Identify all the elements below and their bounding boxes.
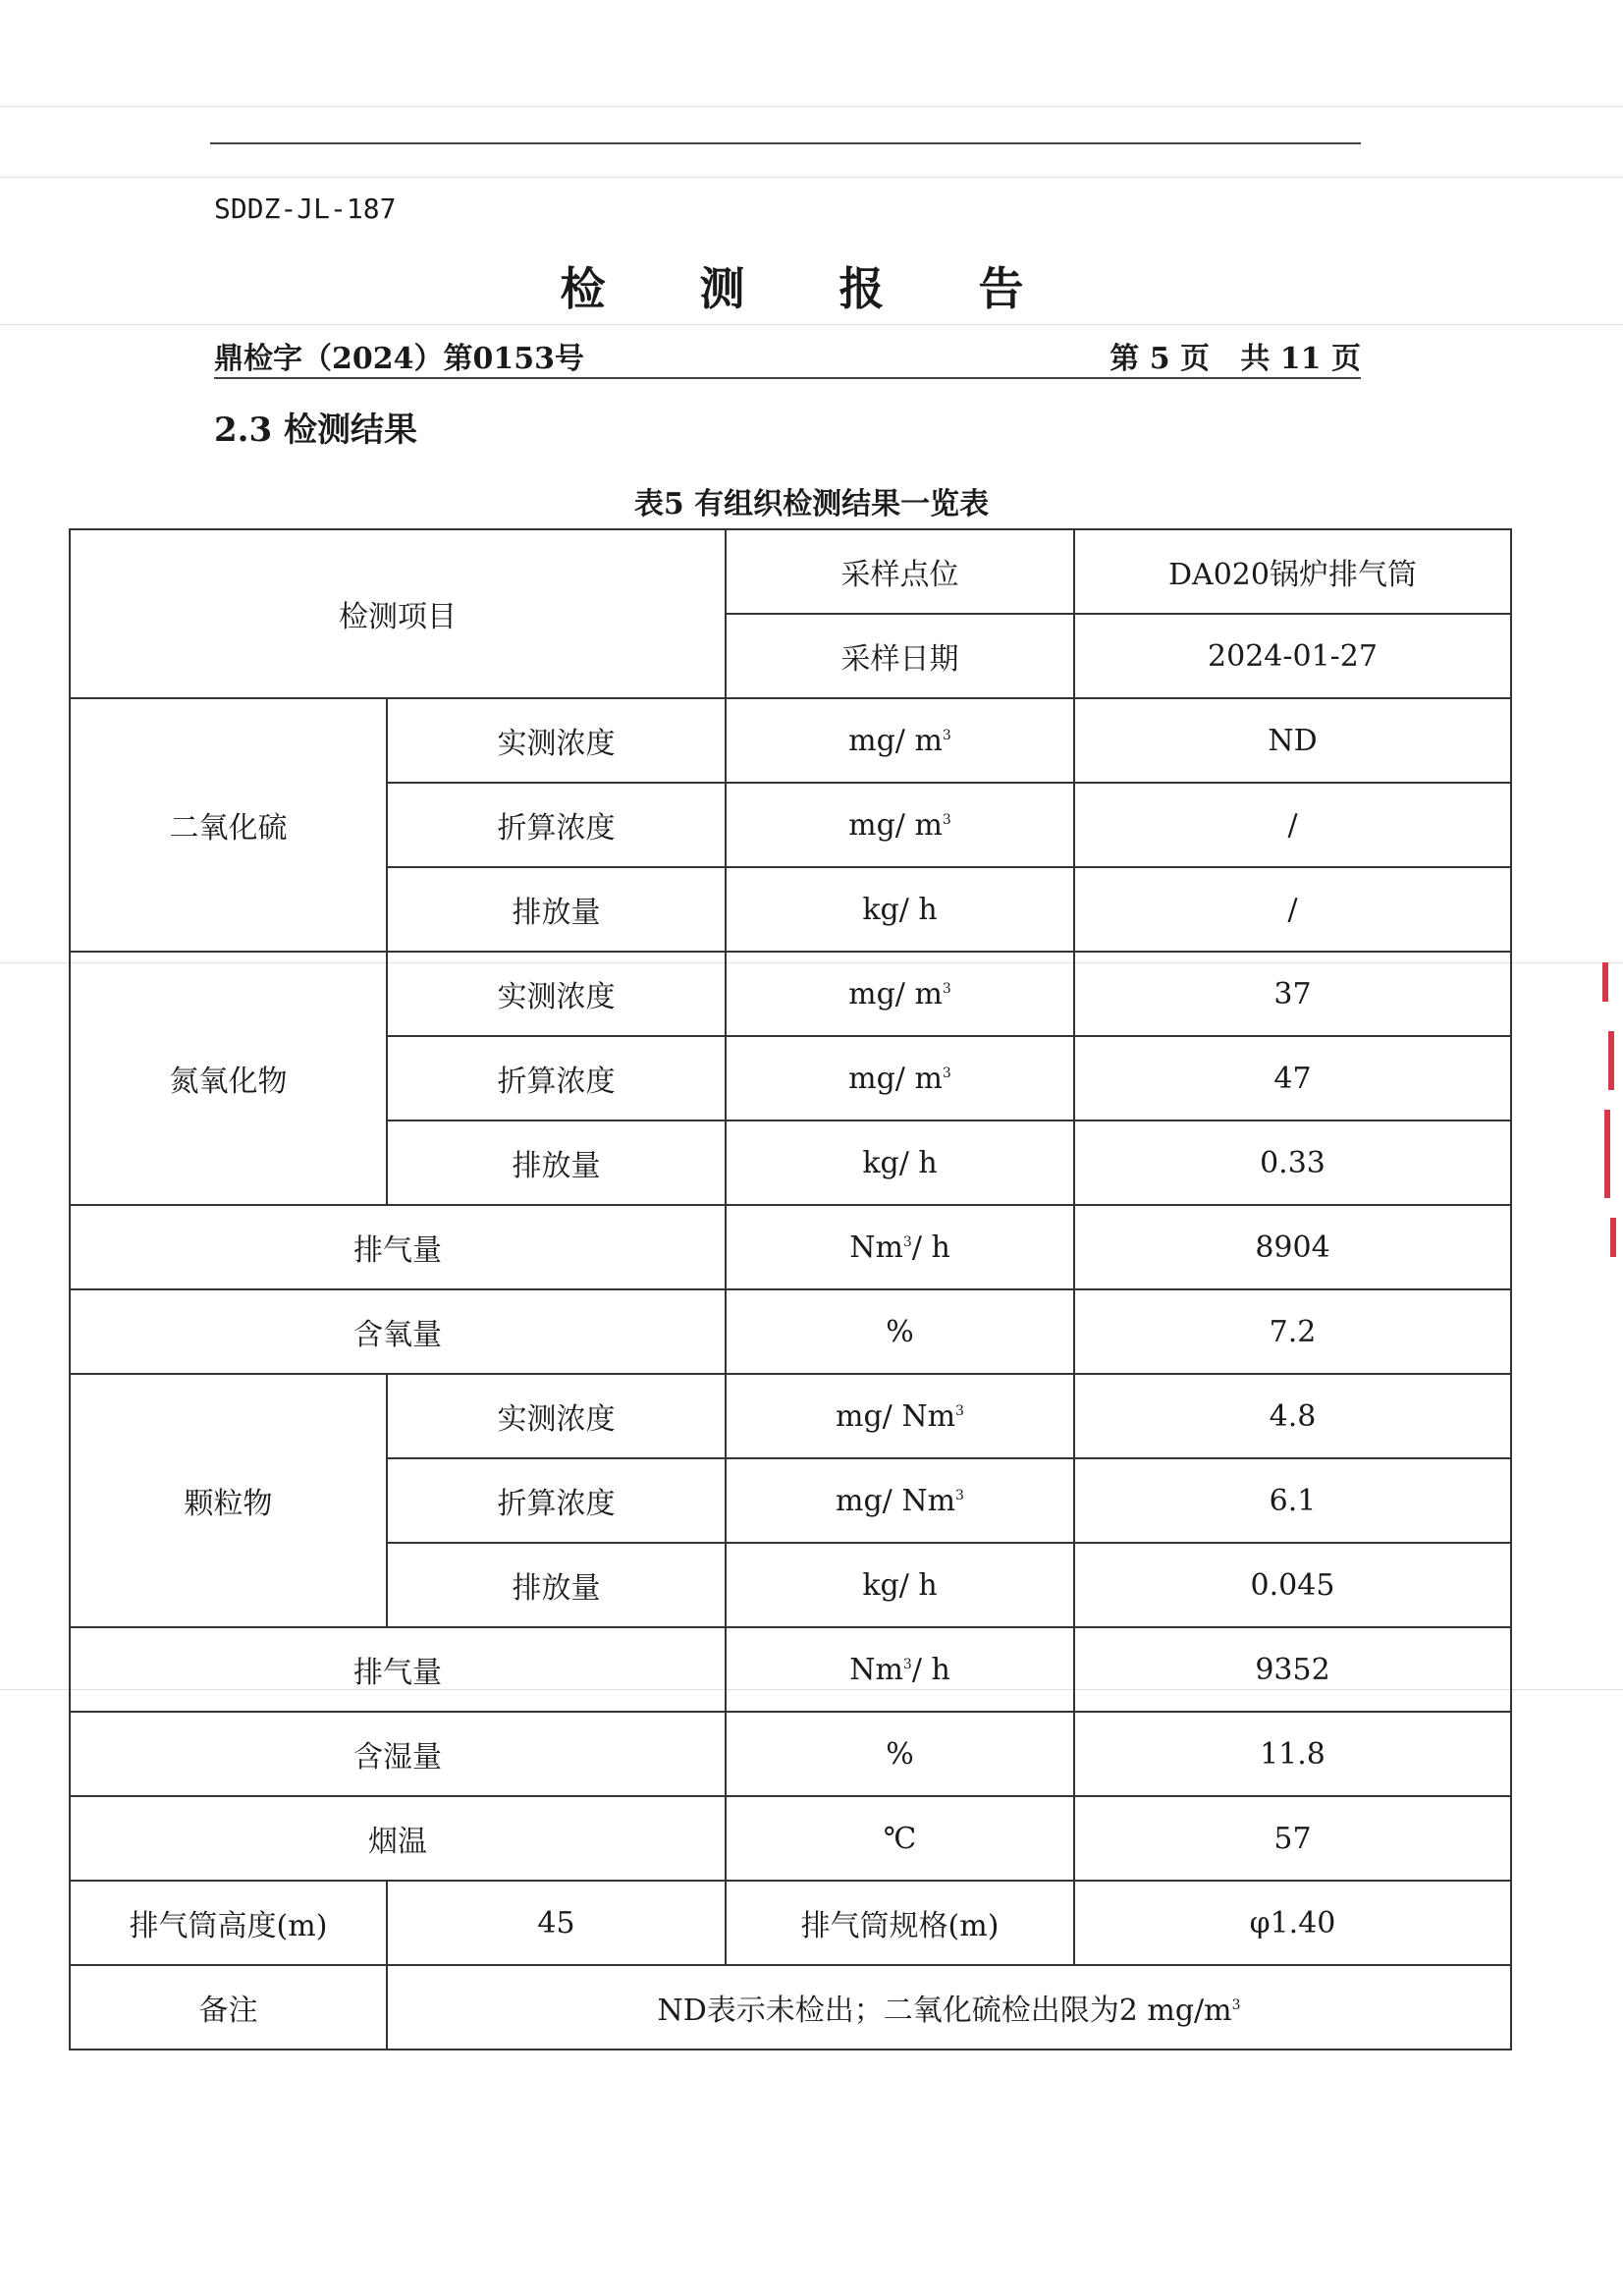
table-row — [70, 1965, 1511, 2050]
unit-text: mg/ m — [848, 1061, 943, 1096]
unit-cell — [726, 1121, 1074, 1205]
value-cell: 0.33 — [1074, 1121, 1511, 1205]
doc-code: SDDZ-JL-187 — [214, 192, 397, 225]
param-label: 实测浓度 — [387, 698, 726, 783]
nox-name: 氮氧化物 — [70, 952, 387, 1205]
remark-label: 备注 — [70, 1965, 387, 2050]
report-header — [214, 334, 1361, 379]
remark-text — [387, 1965, 1511, 2050]
value-cell: 0.045 — [1074, 1543, 1511, 1627]
unit-cell — [726, 1374, 1074, 1458]
unit-sup: 3 — [902, 1233, 912, 1250]
page-title: 检 测 报 告 — [560, 262, 1063, 315]
flow2-label: 排气量 — [70, 1627, 726, 1712]
unit-cell — [726, 867, 1074, 952]
unit-text: Nm — [849, 1230, 903, 1265]
unit-text: kg/ h — [862, 1145, 938, 1180]
unit-cell — [726, 1627, 1074, 1712]
date-label: 采样日期 — [726, 614, 1074, 698]
value-cell: 4.8 — [1074, 1374, 1511, 1458]
table-row — [70, 1289, 1511, 1374]
unit-text: mg/ m — [848, 976, 943, 1011]
oxygen-label: 含氧量 — [70, 1289, 726, 1374]
moisture-label: 含湿量 — [70, 1712, 726, 1796]
unit-sup: 3 — [955, 1402, 964, 1419]
unit-cell — [726, 1458, 1074, 1543]
param-label: 折算浓度 — [387, 1036, 726, 1121]
unit-sup: 3 — [942, 727, 951, 743]
page-info: 第 5 页 共 11 页 — [1109, 342, 1361, 376]
remark-main: ND表示未检出；二氧化硫检出限为2 mg/m — [657, 1994, 1232, 2028]
remark-sup: 3 — [1231, 1997, 1241, 2013]
stack-spec-value: φ1.40 — [1074, 1881, 1511, 1965]
unit-text: mg/ m — [848, 723, 943, 758]
unit-cell — [726, 698, 1074, 783]
table-row — [70, 529, 1511, 614]
point-value: DA020锅炉排气筒 — [1074, 529, 1511, 614]
stack-spec-label: 排气筒规格(m) — [726, 1881, 1074, 1965]
unit-cell — [726, 1796, 1074, 1881]
pm-name: 颗粒物 — [70, 1374, 387, 1627]
unit-text: % — [886, 1314, 914, 1349]
unit-text: mg/ Nm — [836, 1483, 956, 1518]
value-cell: 47 — [1074, 1036, 1511, 1121]
value-cell: / — [1074, 783, 1511, 867]
param-label: 实测浓度 — [387, 1374, 726, 1458]
value-cell: 9352 — [1074, 1627, 1511, 1712]
results-table — [69, 528, 1512, 2050]
unit-text: Nm — [849, 1652, 903, 1687]
stack-height-label: 排气筒高度(m) — [70, 1881, 387, 1965]
table-row — [70, 1712, 1511, 1796]
unit-sup: 3 — [942, 811, 951, 828]
stamp-mark — [1598, 962, 1623, 1277]
value-cell: 37 — [1074, 952, 1511, 1036]
table-row — [70, 1374, 1511, 1458]
unit-cell — [726, 1289, 1074, 1374]
unit-cell — [726, 952, 1074, 1036]
unit-post: / h — [911, 1230, 950, 1265]
header-rule — [210, 142, 1361, 144]
table-caption: 表5 有组织检测结果一览表 — [633, 487, 990, 521]
section-title: 2.3 检测结果 — [214, 410, 417, 450]
table-row — [70, 698, 1511, 783]
flow1-label: 排气量 — [70, 1205, 726, 1289]
unit-cell — [726, 1543, 1074, 1627]
param-label: 排放量 — [387, 1121, 726, 1205]
table-row — [70, 1796, 1511, 1881]
table-row — [70, 1627, 1511, 1712]
unit-text: kg/ h — [862, 892, 938, 927]
value-cell: ND — [1074, 698, 1511, 783]
unit-sup: 3 — [942, 980, 951, 997]
stack-height-value: 45 — [387, 1881, 726, 1965]
point-label: 采样点位 — [726, 529, 1074, 614]
param-label: 排放量 — [387, 1543, 726, 1627]
unit-cell — [726, 1205, 1074, 1289]
param-label: 折算浓度 — [387, 1458, 726, 1543]
table-row — [70, 952, 1511, 1036]
unit-text: % — [886, 1736, 914, 1772]
unit-cell — [726, 1712, 1074, 1796]
param-label: 排放量 — [387, 867, 726, 952]
value-cell: 11.8 — [1074, 1712, 1511, 1796]
unit-text: kg/ h — [862, 1567, 938, 1603]
unit-sup: 3 — [942, 1065, 951, 1081]
table-row — [70, 1881, 1511, 1965]
value-cell: 7.2 — [1074, 1289, 1511, 1374]
unit-text: mg/ Nm — [836, 1398, 956, 1434]
unit-text: ℃ — [883, 1821, 917, 1856]
value-cell: 8904 — [1074, 1205, 1511, 1289]
so2-name: 二氧化硫 — [70, 698, 387, 952]
date-value: 2024-01-27 — [1074, 614, 1511, 698]
report-number: 鼎检字（2024）第0153号 — [214, 342, 584, 376]
param-label: 实测浓度 — [387, 952, 726, 1036]
item-header: 检测项目 — [70, 529, 726, 698]
value-cell: 57 — [1074, 1796, 1511, 1881]
param-label: 折算浓度 — [387, 783, 726, 867]
unit-text: mg/ m — [848, 807, 943, 843]
unit-cell — [726, 1036, 1074, 1121]
unit-post: / h — [911, 1652, 950, 1687]
unit-sup: 3 — [955, 1487, 964, 1503]
table-row — [70, 1205, 1511, 1289]
temp-label: 烟温 — [70, 1796, 726, 1881]
unit-sup: 3 — [902, 1656, 912, 1672]
value-cell: / — [1074, 867, 1511, 952]
value-cell: 6.1 — [1074, 1458, 1511, 1543]
unit-cell — [726, 783, 1074, 867]
